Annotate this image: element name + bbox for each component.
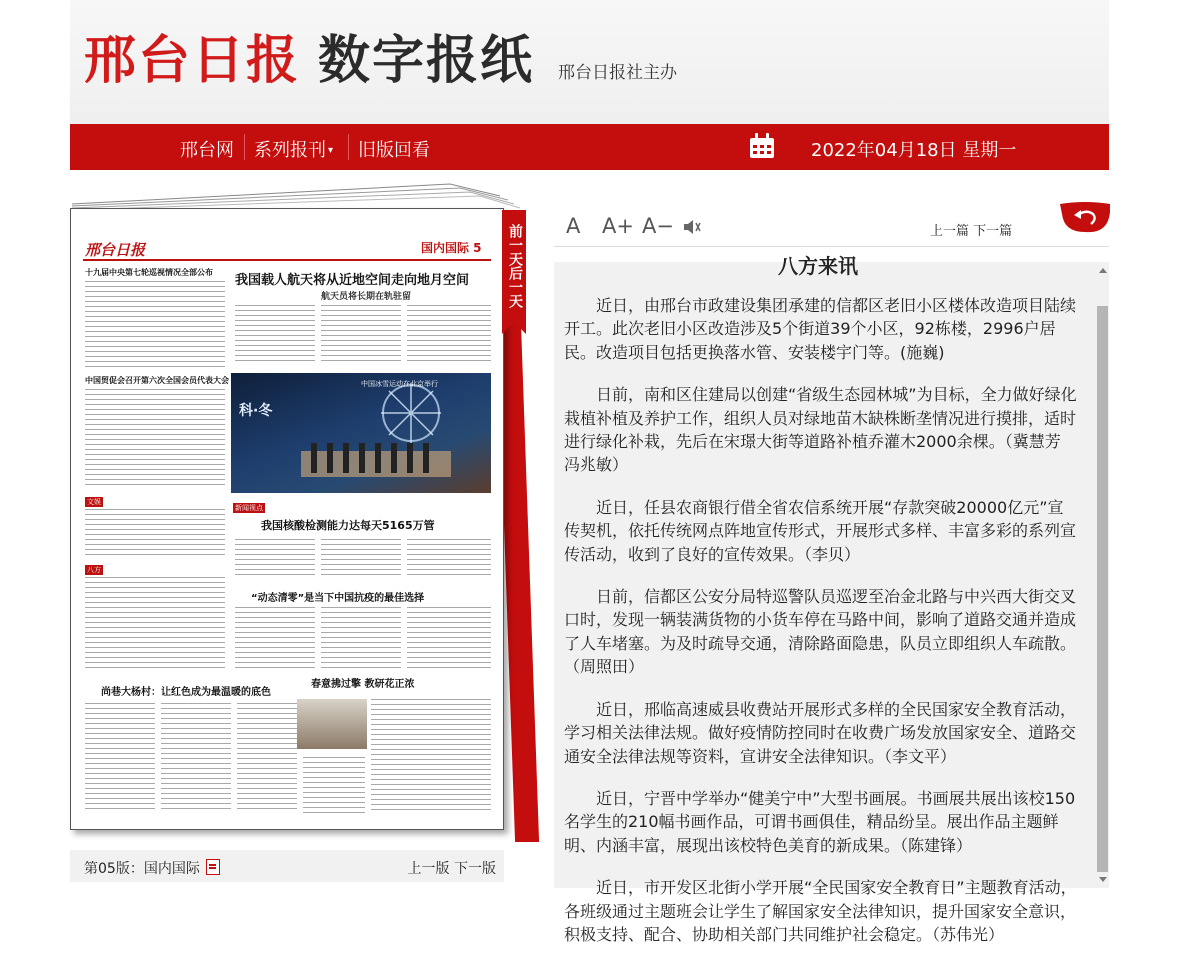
column-badge: 八方 [87,566,101,574]
headline[interactable]: 中国贸促会召开第六次全国会员代表大会 [85,376,229,385]
article-paragraph: 近日，市开发区北街小学开展“全民国家安全教育日”主题教育活动，各班级通过主题班会让学生了解国家安全法律知识，提升国家安全意识，积极支持、配合、协助相关部门共同维护社会稳定。（苏伟光） [564,878,1077,944]
article-paragraph: 近日，邢临高速威县收费站开展形式多样的全民国家安全教育活动，学习相关法律法规。做好疫情防控同时在收费广场发放国家安全、道路交通安全法律法规等资料，宣讲安全法律知识。（李文平） [564,699,1077,766]
article-paragraph: 日前，信都区公安分局特巡警队员巡逻至冶金北路与中兴西大街交叉口时，发现一辆装满货物的小货车停在马路中间，影响了道路交通并造成了人车堵塞。为及时疏导交通，清除路面隐患，队员立即组织人车疏散。（周照田） [564,587,1077,677]
article-text-block [407,607,491,672]
scroll-down-arrow-icon[interactable] [1099,877,1107,882]
back-arrow-icon[interactable] [1060,200,1110,234]
nav-divider [244,134,245,160]
article-text-block [321,539,401,579]
article-paragraph: 近日，任县农商银行借全省农信系统开展“存款突破20000亿元”宣传契机，依托传统网点阵地宣传形式，开展形式多样、丰富多彩的系列宣传活动，收到了良好的宣传效果。（李贝） [564,497,1077,564]
article-text-block [85,281,225,369]
article-text-block [85,389,225,489]
article-text-block [85,703,155,813]
font-normal-button[interactable]: A [566,214,581,238]
headline[interactable]: 尚巷大杨村：让红色成为最温暖的底色 [101,687,271,698]
headline[interactable]: 十九届中央第七轮巡视情况全部公布 [85,268,213,277]
nav-item-series-publications[interactable] [254,136,333,162]
photo-scene [231,373,491,493]
headline[interactable]: 我国载人航天将从近地空间走向地月空间 [235,273,470,288]
page-label-text: 第05版：国内国际 [84,861,200,877]
newspaper-section-label: 国内国际 5 [421,241,482,255]
article-nav[interactable]: 上一篇 下一篇 [930,224,1013,239]
article-scrollbar[interactable] [1096,262,1109,888]
article-text-block [371,699,491,813]
scroll-up-arrow-icon[interactable] [1099,268,1107,273]
page-wrapper [70,0,1109,944]
nav-divider [348,134,349,160]
article-paragraph: 近日，由邢台市政建设集团承建的信都区老旧小区楼体改造项目陆续开工。此次老旧小区改造涉及5个街道39个小区，92栋楼，2996户居民。改造项目包括更换落水管、安装楼宇门等。(施巍) [564,296,1077,362]
article-paragraph: 日前，南和区住建局以创建“省级生态园林城”为目标，全力做好绿化栽植补植及养护工作，组织人员对绿地苗木缺株断垄情况进行摸排，适时进行绿化补栽，先后在宋璟大街等道路补植乔灌木2000余棵。（冀慧芳 冯兆敏） [564,385,1077,475]
paper-stack-decoration [70,170,520,210]
svg-text:科·冬: 科·冬 [239,403,273,419]
article-paragraph: 近日，宁晋中学举办“健美宁中”大型书画展。书画展共展出该校150名学生的210幅书画作品，可谓书画俱佳，精品纷呈。展出作品主题鲜明、内涵丰富，展现出该校特色美育的新成果。（陈建锋） [564,788,1076,855]
article-text-block [235,607,315,672]
font-decrease-button[interactable]: A− [642,214,674,238]
headline[interactable]: “动态清零”是当下中国抗疫的最佳选择 [251,593,425,604]
site-header [70,0,1109,124]
nav-item-label: 系列报刊 [254,140,326,161]
article-text-block [235,539,315,579]
main-nav [70,124,1109,170]
article-title: 八方来讯 [778,254,858,278]
article-text-block [85,509,225,559]
nav-item-old-version[interactable]: 旧版回看 [358,140,430,161]
logo-newspaper-name[interactable]: 邢台日报 [84,30,301,91]
newspaper-logo: 邢台日报 [85,241,146,259]
article-text-block [303,757,365,813]
subheadline: 航天员将长期在轨驻留 [321,292,412,302]
article-text-block [407,305,491,365]
header-rule [83,259,491,261]
current-date: 2022年04月18日 星期一 [811,140,1017,161]
reader-toolbar [554,210,1109,247]
headline[interactable]: 春意拂过擎 教研花正浓 [311,679,415,690]
article-panel [554,254,1109,944]
headline[interactable]: 我国核酸检测能力达每天5165万管 [261,519,435,532]
pdf-icon[interactable] [206,859,220,875]
nav-item-xingtai-net[interactable]: 邢台网 [180,140,234,161]
column-badge: 文娱 [87,498,101,506]
scrollbar-thumb[interactable] [1097,306,1108,872]
article-text-block [85,577,225,672]
article-body [564,294,1079,965]
page-nav[interactable]: 上一版 下一版 [407,861,496,877]
article-text-block [321,607,401,672]
column-badge: 新闻视点 [235,504,263,512]
speaker-icon[interactable] [682,218,702,236]
prev-next-day-tab[interactable]: 前一天后一天 [502,210,526,322]
page-label[interactable] [84,858,220,878]
photo-caption: 中国冰雪运动在北京举行 [361,380,438,388]
calendar-icon[interactable] [750,133,774,159]
article-text-block [235,305,315,365]
article-text-block [237,703,297,813]
article-text-block [321,305,401,365]
article-text-block [161,703,231,813]
news-photo-winter-event[interactable] [231,373,491,493]
paper-footer [70,850,504,882]
newspaper-page-thumbnail[interactable] [70,208,504,830]
news-photo-classroom[interactable] [297,699,367,749]
sponsor-text: 邢台日报社主办 [558,63,677,83]
article-text-block [407,539,491,579]
chevron-down-icon: ▾ [328,145,334,156]
font-increase-button[interactable]: A+ [602,214,634,238]
logo-digital-edition: 数字报纸 [318,30,535,91]
